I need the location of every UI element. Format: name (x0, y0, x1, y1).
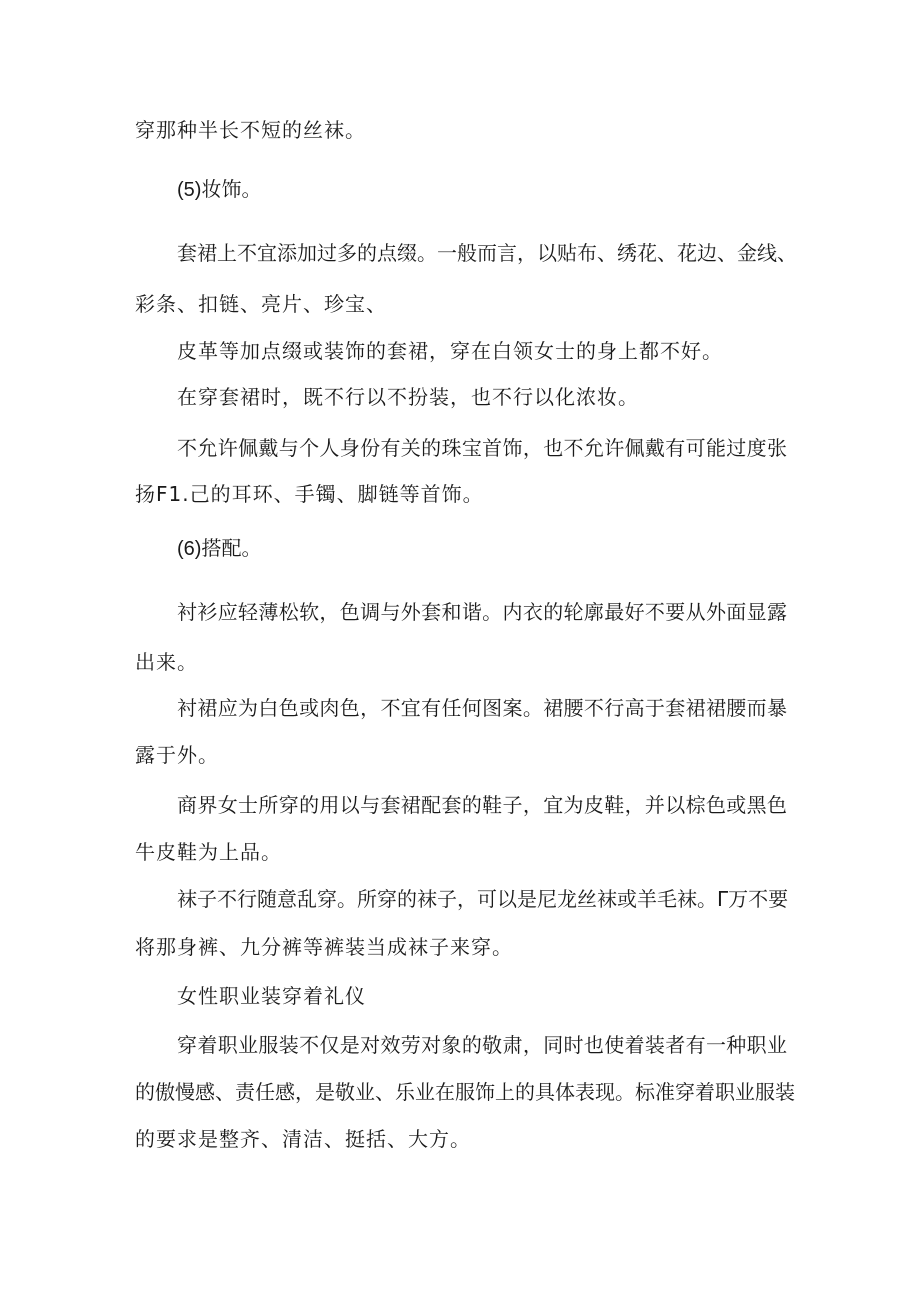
paragraph-line: 彩条、扣链、亮片、珍宝、 (135, 292, 387, 316)
paragraph-line: 商界女士所穿的用以与套裙配套的鞋子，宜为皮鞋，并以棕色或黑色 (177, 793, 787, 817)
paragraph-line: 在穿套裙时，既不行以不扮装，也不行以化浓妆。 (177, 385, 639, 409)
paragraph-line: 套裙上不宜添加过多的点缀。一般而言，以贴布、绣花、花边、金线、 (177, 241, 797, 265)
paragraph-line: 出来。 (135, 650, 198, 674)
paragraph-line: 牛皮鞋为上品。 (135, 840, 282, 864)
paragraph-line: 扬F1.己的耳环、手镯、脚链等首饰。 (135, 482, 484, 506)
paragraph-line: 的要求是整齐、清洁、挺括、大方。 (135, 1127, 471, 1151)
paragraph-line: 的傲慢感、责任感，是敬业、乐业在服饰上的具体表现。标准穿着职业服装 (135, 1080, 795, 1104)
paragraph-line: 袜子不行随意乱穿。所穿的袜子，可以是尼龙丝袜或羊毛袜。Γ万不要 (177, 887, 789, 911)
paragraph-line: 衬裙应为白色或肉色，不宜有任何图案。裙腰不行高于套裙裙腰而暴 (177, 696, 787, 720)
paragraph-line: 将那身裤、九分裤等裤装当成袜子来穿。 (135, 935, 513, 959)
paragraph-line: 穿着职业服装不仅是对效劳对象的敬肃，同时也使着装者有一种职业 (177, 1033, 787, 1057)
paragraph-line: 皮革等加点缀或装饰的套裙，穿在白领女士的身上都不好。 (177, 339, 723, 363)
section-heading-matching: (6)搭配。 (177, 538, 262, 560)
section-title: 女性职业装穿着礼仪 (177, 984, 366, 1008)
paragraph-line: 衬衫应轻薄松软，色调与外套和谐。内衣的轮廓最好不要从外面显露 (177, 600, 787, 624)
paragraph-line: 不允许佩戴与个人身份有关的珠宝首饰，也不允许佩戴有可能过度张 (177, 436, 787, 460)
section-heading-makeup: (5)妆饰。 (177, 179, 262, 201)
paragraph-line: 穿那种半长不短的丝袜。 (135, 118, 366, 142)
paragraph-line: 露于外。 (135, 743, 219, 767)
